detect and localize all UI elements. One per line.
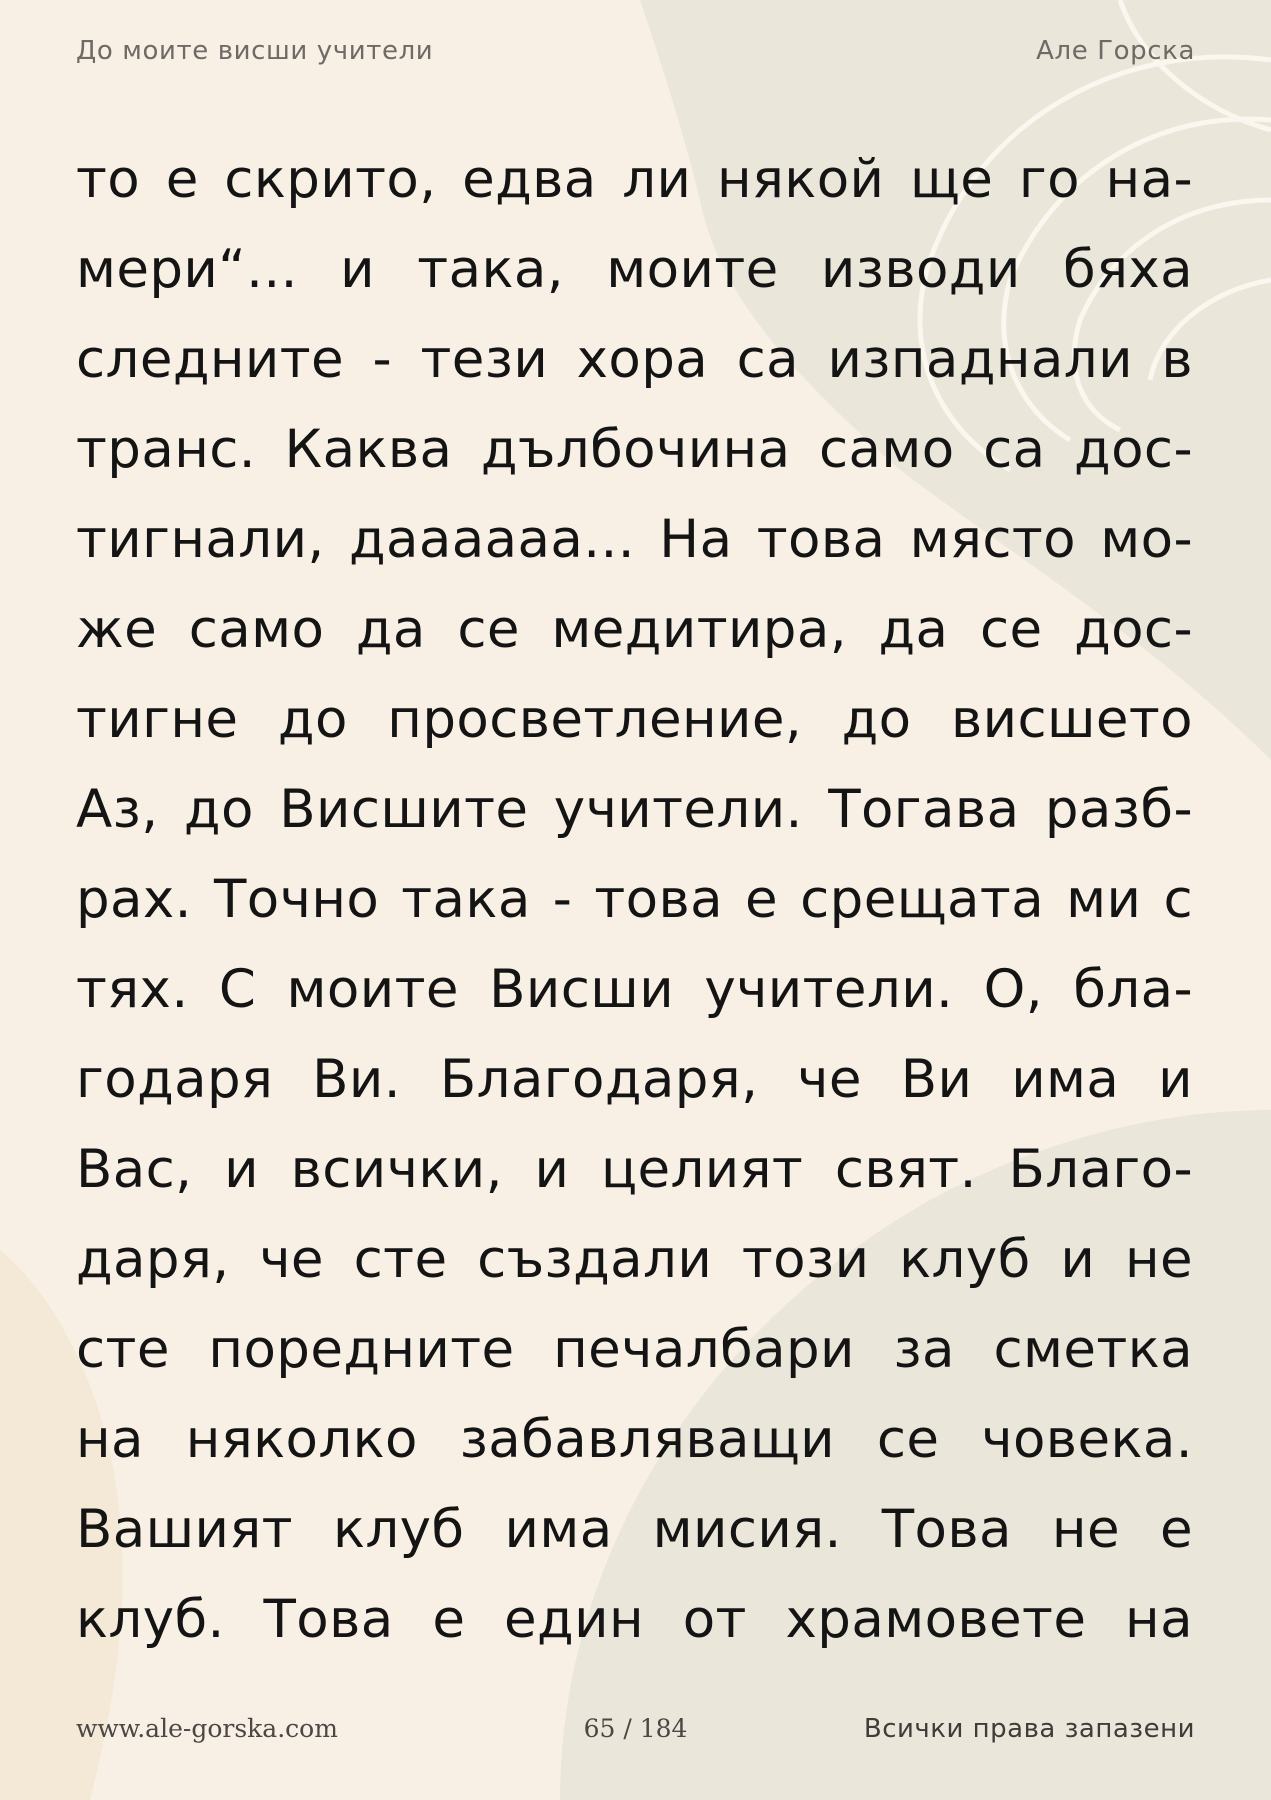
author-name: Але Горска bbox=[1036, 36, 1195, 66]
text-line: же само да се медитира, да се дос- bbox=[76, 599, 1193, 660]
text-line: Вас, и всички, и целият свят. Благо- bbox=[76, 1139, 1193, 1200]
text-line: следните - тези хора са изпаднали в bbox=[76, 329, 1193, 390]
text-line: транс. Каква дълбочина само са дос- bbox=[76, 419, 1193, 480]
text-line: даря, че сте създали този клуб и не bbox=[76, 1229, 1193, 1290]
text-line: на няколко забавляващи се човека. bbox=[76, 1409, 1193, 1470]
text-line: рах. Точно така - това е срещата ми с bbox=[76, 869, 1193, 930]
text-line: годаря Ви. Благодаря, че Ви има и bbox=[76, 1049, 1193, 1110]
text-line: мери“... и така, моите изводи бяха bbox=[76, 239, 1193, 300]
page-number: 65 / 184 bbox=[583, 1714, 688, 1743]
text-line: тигнали, даааааа... На това място мо- bbox=[76, 509, 1193, 570]
rights-notice: Всички права запазени bbox=[863, 1714, 1195, 1744]
text-line: тигне до просветление, до висшето bbox=[76, 689, 1193, 750]
text-line: сте поредните печалбари за сметка bbox=[76, 1319, 1193, 1380]
text-line: Аз, до Висшите учители. Тогава разб- bbox=[76, 779, 1193, 840]
text-line: Вашият клуб има мисия. Това не е bbox=[76, 1499, 1193, 1560]
text-line: тях. С моите Висши учители. О, бла- bbox=[76, 959, 1193, 1020]
book-title: До моите висши учители bbox=[76, 36, 434, 66]
website-link[interactable]: www.ale-gorska.com bbox=[76, 1714, 338, 1743]
page-body-text bbox=[76, 135, 1193, 1665]
text-line: то е скрито, едва ли някой ще го на- bbox=[76, 149, 1193, 210]
text-line: клуб. Това е един от храмовете на bbox=[76, 1589, 1193, 1650]
